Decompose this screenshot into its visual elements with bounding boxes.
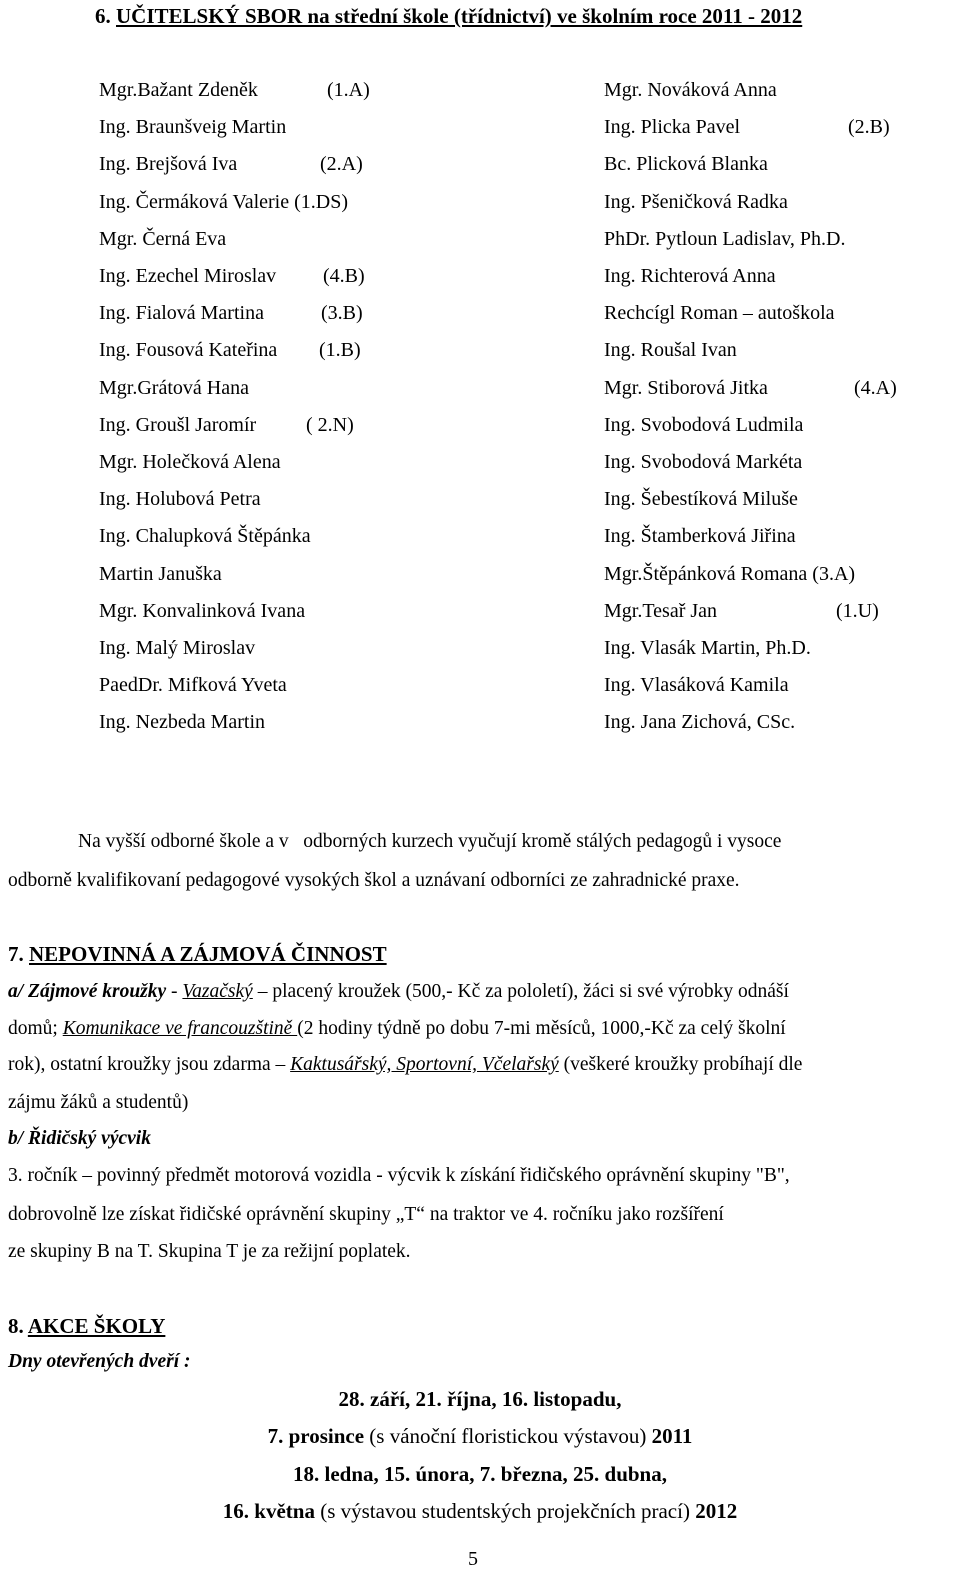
driving-label: b/ Řidičský výcvik: [8, 1128, 151, 1149]
teacher-row: [604, 488, 798, 518]
teacher-name: PaedDr. Mifková Yveta: [99, 674, 287, 697]
teacher-class: (2.B): [848, 116, 890, 139]
club-link-vazacsky[interactable]: Vazačský: [182, 981, 253, 1002]
clubs-text-2: domů;: [8, 1018, 63, 1039]
teacher-name: Ing. Svobodová Ludmila: [604, 413, 804, 436]
open-day-date-may: 16. května: [222, 1499, 315, 1523]
teacher-row: [604, 414, 803, 444]
teacher-name: Ing. Chalupková Štěpánka: [99, 525, 311, 548]
teacher-name: Mgr.Štěpánková Romana (3.A): [604, 562, 856, 585]
teacher-row: [99, 153, 363, 183]
vos-note-line-2: odborně kvalifikovaní pedagogové vysokých škol a uznávaní odborníci ze zahradnické praxe.: [8, 870, 740, 891]
open-day-note-december: (s vánoční floristickou výstavou): [364, 1424, 652, 1448]
teacher-name: Ing. Fialová Martina: [99, 302, 264, 325]
teacher-name: Mgr. Konvalinková Ivana: [99, 599, 306, 622]
teacher-name: Ing. Groušl Jaromír: [99, 413, 257, 436]
teacher-name: Mgr.Bažant Zdeněk: [99, 79, 258, 101]
teacher-class: (4.B): [323, 265, 365, 287]
open-days-line-1: 28. září, 21. října, 16. listopadu,: [338, 1387, 622, 1411]
teacher-row: [604, 339, 737, 369]
teacher-row: [604, 191, 788, 221]
teacher-class: (4.A): [854, 376, 897, 399]
teacher-class: (1.B): [319, 339, 361, 362]
teacher-row: [604, 711, 795, 741]
section-6-number: 6.: [95, 4, 111, 28]
section-6-title: UČITELSKÝ SBOR na střední škole (třídnictví) ve školním roce 2011 - 2012: [116, 4, 803, 28]
page-number: 5: [468, 1548, 478, 1570]
teacher-row: [99, 451, 281, 481]
teacher-name: Bc. Plicková Blanka: [604, 153, 768, 176]
teacher-class: ( 2.N): [306, 413, 354, 436]
section-7-a-line-1: [8, 981, 789, 1003]
teacher-name: Ing. Richterová Anna: [604, 265, 776, 287]
teacher-name: PhDr. Pytloun Ladislav, Ph.D.: [604, 227, 846, 250]
teacher-row: [604, 563, 855, 593]
teacher-row: [99, 228, 226, 258]
teacher-row: [99, 191, 348, 221]
open-day-year-2012: 2012: [695, 1499, 738, 1523]
section-7-heading: [8, 942, 387, 967]
teacher-row: [99, 637, 255, 667]
teacher-name: Ing. Holubová Petra: [99, 488, 261, 511]
section-7-a-line-2: [8, 1018, 786, 1040]
clubs-text-3: (2 hodiny týdně po dobu 7-mi měsíců, 1000,-Kč za celý školní: [297, 1018, 786, 1039]
teacher-row: [604, 116, 890, 146]
teacher-name: Ing. Nezbeda Martin: [99, 711, 266, 734]
teacher-row: [99, 563, 222, 593]
teacher-row: [99, 302, 363, 332]
teacher-row: [604, 153, 768, 183]
open-days-line-4: [0, 1499, 960, 1524]
section-7-a-line-3: [8, 1054, 802, 1076]
open-days-line-2: [0, 1424, 960, 1449]
open-days-line-3: 18. ledna, 15. února, 7. března, 25. dubna,: [293, 1462, 667, 1486]
teacher-row: [99, 377, 249, 407]
teacher-name: Ing. Brejšová Iva: [99, 153, 238, 176]
teacher-name: Ing. Malý Miroslav: [99, 637, 256, 659]
teacher-name: Rechcígl Roman – autoškola: [604, 302, 835, 325]
club-link-french[interactable]: Komunikace ve francouzštině: [62, 1018, 298, 1039]
driving-text-1: 3. ročník – povinný předmět motorová vozidla - výcvik k získání řidičského oprávnění skupiny "B",: [8, 1165, 790, 1186]
section-8-number: 8.: [8, 1314, 24, 1338]
teacher-row: [604, 599, 879, 630]
teacher-row: [99, 525, 311, 555]
teacher-name: Ing. Štamberková Jiřina: [604, 525, 796, 548]
teacher-row: [99, 116, 286, 146]
teacher-row: [604, 265, 776, 295]
clubs-text-1: – placený kroužek (500,- Kč za pololetí), žáci si své výrobky odnáší: [252, 981, 789, 1002]
section-8-title: AKCE ŠKOLY: [27, 1314, 166, 1338]
teacher-row: [604, 674, 789, 704]
teacher-class: (3.B): [321, 302, 363, 325]
clubs-text-4: rok), ostatní kroužky jsou zdarma –: [8, 1054, 291, 1075]
teacher-name: Mgr. Černá Eva: [99, 227, 227, 250]
teacher-row: [604, 376, 897, 407]
teacher-name: Ing. Braunšveig Martin: [99, 116, 287, 139]
teacher-name: Ing. Roušal Ivan: [604, 339, 737, 362]
teacher-row: [99, 711, 265, 741]
open-day-date-december: 7. prosince: [267, 1424, 365, 1448]
driving-text-3: ze skupiny B na T. Skupina T je za režijní poplatek.: [8, 1241, 411, 1262]
teacher-row: [604, 302, 835, 332]
teacher-class: (1.A): [327, 79, 370, 101]
teacher-name: Ing. Jana Zichová, CSc.: [604, 711, 796, 734]
section-6-heading: [95, 4, 802, 29]
driving-text-2: dobrovolně lze získat řidičské oprávnění skupiny „T“ na traktor ve 4. ročníku jako rozšíření: [8, 1204, 724, 1225]
teacher-class: (2.A): [320, 153, 363, 176]
teacher-class: (1.U): [836, 599, 879, 622]
clubs-label: a/ Zájmové kroužky: [8, 981, 167, 1002]
teacher-row: [99, 79, 370, 109]
club-links-other[interactable]: Kaktusářský, Sportovní, Včelařský: [290, 1054, 559, 1075]
teacher-row: [604, 637, 811, 667]
teacher-name: Ing. Plicka Pavel: [604, 116, 741, 139]
teacher-row: [99, 265, 365, 295]
teacher-name: Ing. Svobodová Markéta: [604, 451, 803, 473]
teacher-row: [99, 674, 287, 704]
vos-note-line-1: Na vyšší odborné škole a v odborných kurzech vyučují kromě stálých pedagogů i vysoce: [78, 831, 782, 852]
section-7-number: 7.: [8, 942, 24, 966]
open-day-note-may: (s výstavou studentských projekčních prací): [314, 1499, 696, 1523]
teacher-row: [99, 339, 361, 369]
teacher-row: [604, 228, 846, 258]
teacher-name: Mgr.Tesař Jan: [604, 599, 718, 622]
teacher-name: Martin Januška: [99, 562, 222, 585]
teacher-name: Ing. Pšeničková Radka: [604, 190, 788, 213]
teacher-row: [99, 600, 305, 630]
section-8-heading: [8, 1314, 165, 1339]
teacher-row: [604, 451, 802, 481]
clubs-separator: -: [166, 981, 183, 1002]
teacher-name: Ing. Ezechel Miroslav: [99, 265, 277, 287]
open-day-year-2011: 2011: [651, 1424, 693, 1448]
teacher-name: Mgr. Holečková Alena: [99, 451, 281, 473]
teacher-name: Mgr.Grátová Hana: [99, 376, 249, 399]
teacher-name: Ing. Vlasáková Kamila: [604, 674, 789, 697]
clubs-text-6: zájmu žáků a studentů): [8, 1092, 189, 1113]
section-7-title: NEPOVINNÁ A ZÁJMOVÁ ČINNOST: [29, 942, 387, 966]
clubs-text-5: (veškeré kroužky probíhají dle: [558, 1054, 803, 1075]
open-days-label: Dny otevřených dveří :: [8, 1351, 191, 1372]
teacher-row: [604, 79, 777, 109]
teacher-name: Ing. Fousová Kateřina: [99, 339, 278, 362]
teacher-row: [604, 525, 796, 555]
teacher-row: [99, 413, 354, 444]
teacher-name: Mgr. Stiborová Jitka: [604, 376, 768, 399]
teacher-name: Ing. Čermáková Valerie (1.DS): [99, 190, 349, 213]
teacher-name: Ing. Vlasák Martin, Ph.D.: [604, 637, 811, 659]
teacher-name: Ing. Šebestíková Miluše: [604, 488, 798, 511]
teacher-name: Mgr. Nováková Anna: [604, 79, 777, 101]
teacher-row: [99, 488, 261, 518]
